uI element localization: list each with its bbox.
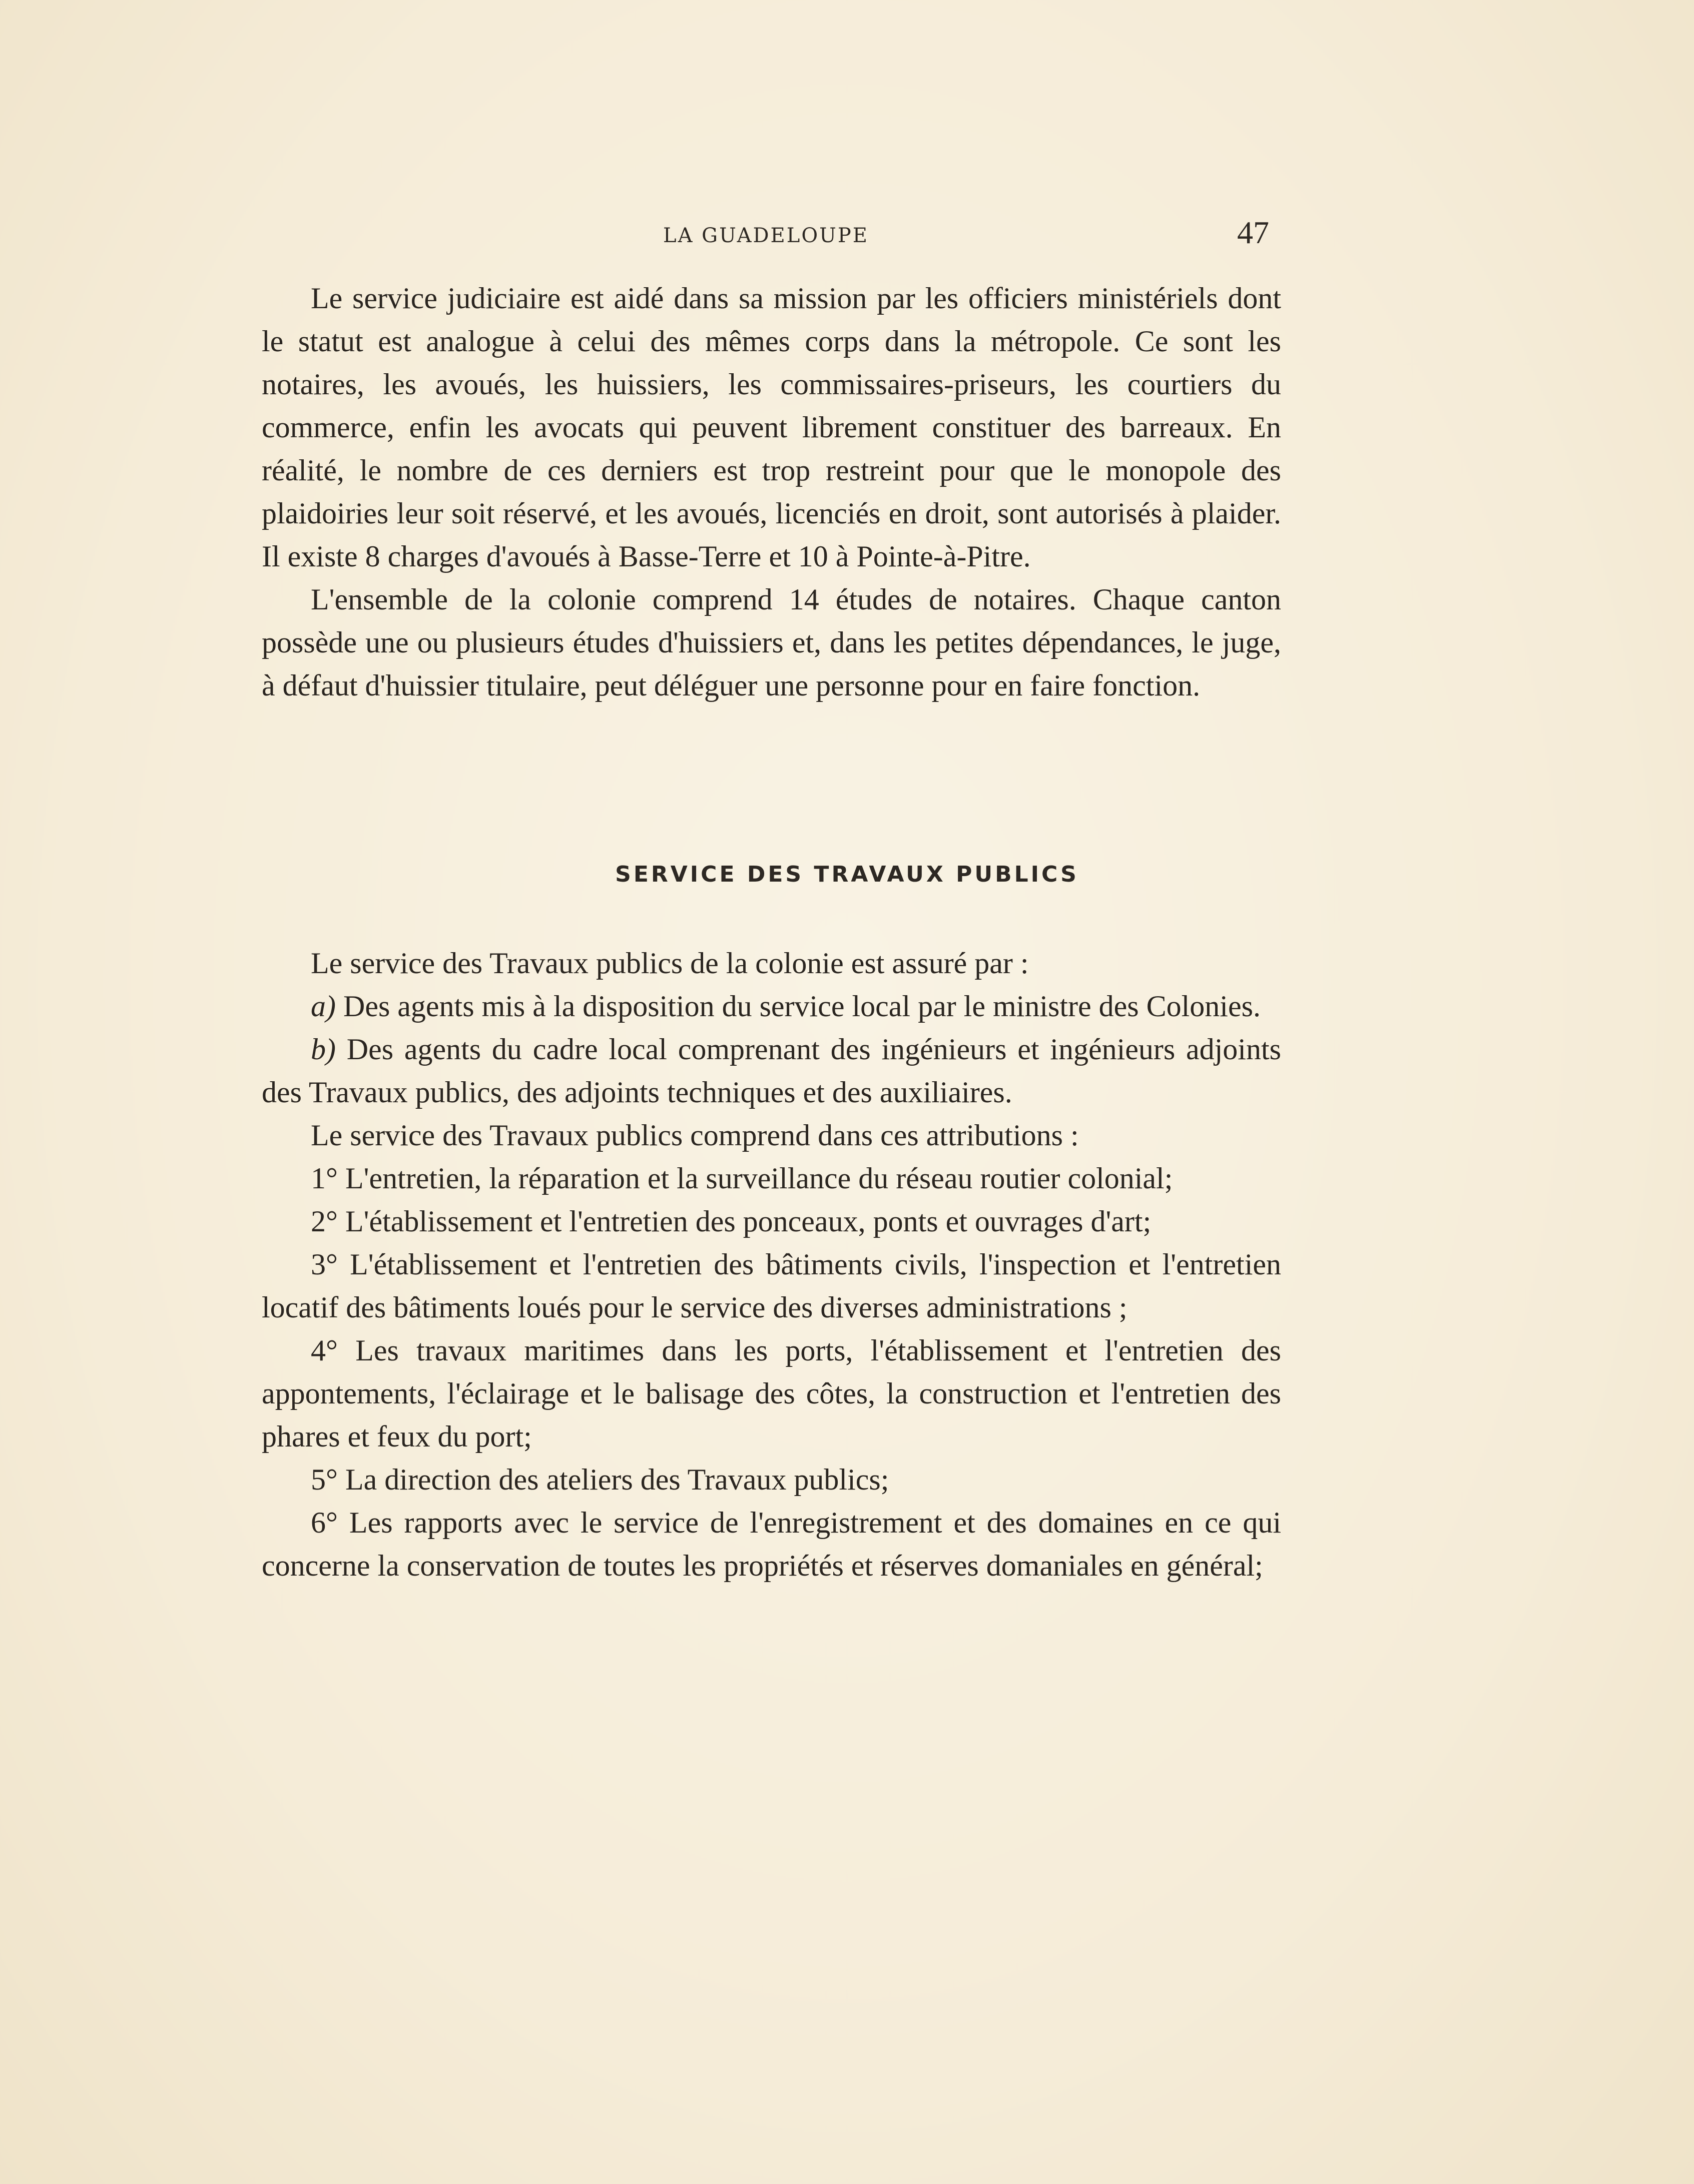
public-works-section [262,942,1281,1587]
page-number: 47 [1237,215,1269,250]
attribution-item: 4° Les travaux maritimes dans les ports, l'établissement et l'entretien des appontements, l'éclairage et le balisage des côtes, la construction et l'entretien des phares et feux du port; [262,1334,1281,1453]
judicial-section [262,277,1281,707]
paragraph: L'ensemble de la colonie comprend 14 études de notaires. Chaque canton possède une ou plusieurs études d'huissiers et, dans les petites dépendances, le juge, à défaut d'huissier titulaire, peut déléguer une personne pour en faire fonction. [262,583,1281,702]
attribution-item: 1° L'entretien, la réparation et la surveillance du réseau routier colonial; [311,1162,1173,1195]
section-heading: SERVICE DES TRAVAUX PUBLICS [615,862,1079,887]
paragraph: Le service des Travaux publics de la colonie est assuré par : [311,947,1029,980]
running-head: LA GUADELOUPE [663,224,869,247]
attribution-item: 5° La direction des ateliers des Travaux publics; [311,1463,889,1496]
paragraph: Le service des Travaux publics comprend dans ces attributions : [311,1119,1079,1152]
list-text: Des agents du cadre local comprenant des ingénieurs et ingénieurs adjoints des Travaux publics, des adjoints techniques et des auxiliaires. [262,1033,1281,1109]
attribution-item: 2° L'établissement et l'entretien des ponceaux, ponts et ouvrages d'art; [311,1205,1152,1238]
attribution-item: 6° Les rapports avec le service de l'enregistrement et des domaines en ce qui concerne la conservation de toutes les propriétés et réserves domaniales en général; [262,1506,1281,1582]
list-label: b) [311,1033,336,1066]
paragraph: Le service judiciaire est aidé dans sa mission par les officiers ministériels dont le statut est analogue à celui des mêmes corps dans la métropole. Ce sont les notaires, les avoués, les huissiers, les commissaires-priseurs, les courtiers du commerce, enfin les avocats qui peuvent librement constituer des barreaux. En réalité, le nombre de ces derniers est trop restreint pour que le monopole des plaidoiries leur soit réservé, et les avoués, licenciés en droit, sont autorisés à plaider. Il existe 8 charges d'avoués à Basse-Terre et 10 à Pointe-à-Pitre. [262,282,1281,573]
attribution-item: 3° L'établissement et l'entretien des bâtiments civils, l'inspection et l'entretien locatif des bâtiments loués pour le service des diverses administrations ; [262,1248,1281,1324]
list-item [262,1028,1281,1114]
list-text: Des agents mis à la disposition du service local par le ministre des Colonies. [335,990,1261,1023]
list-item [262,985,1281,1028]
list-label: a) [311,990,336,1023]
